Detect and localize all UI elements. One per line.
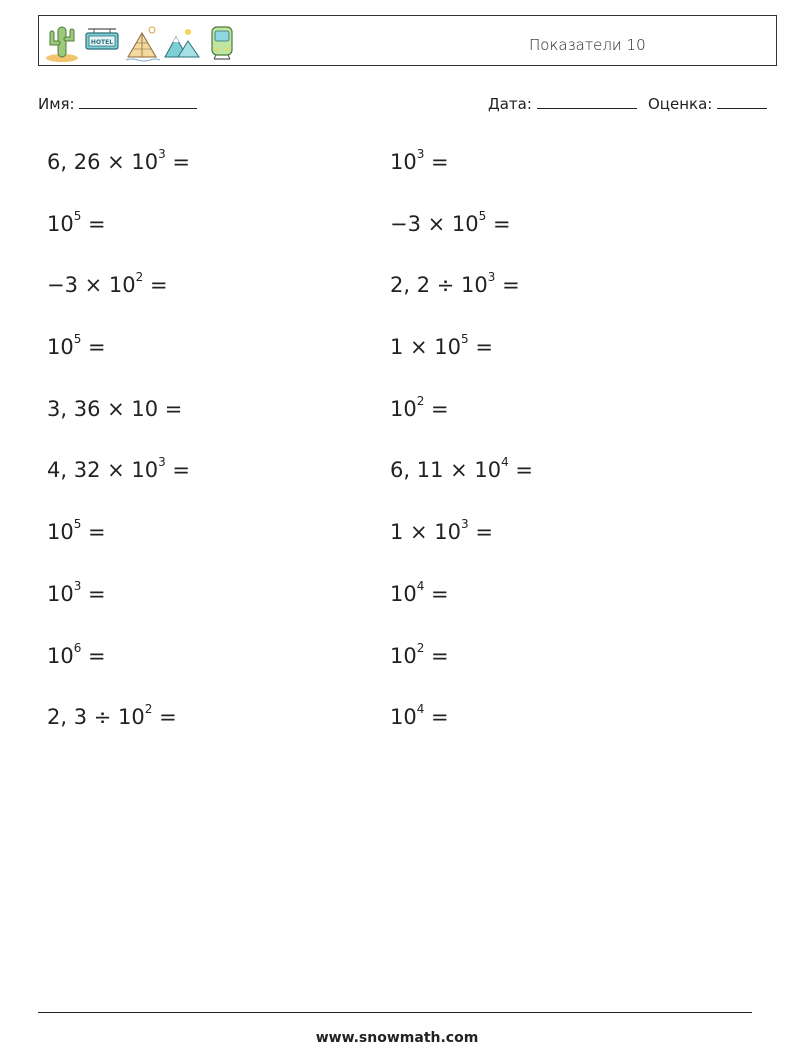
problem-2: $10^3$ = [390,147,449,174]
problem-5: $-3 \times 10^2$ = [47,270,168,297]
problem-13: $10^5$ = [47,517,106,544]
date-field[interactable] [488,94,637,113]
problem-8: $1 \times 10^5$ = [390,332,493,359]
problem-1: 6, $26 \times 10^3$ = [47,147,191,174]
header-icons [44,20,240,64]
mountains-icon [164,21,200,63]
cactus-icon [44,21,80,63]
problem-4: $-3 \times 10^5$ = [390,209,511,236]
problem-18: $10^2$ = [390,641,449,668]
worksheet-header [38,15,777,66]
problem-16: $10^4$ = [390,579,449,606]
name-label: Имя: [38,95,75,113]
problem-10: $10^2$ = [390,394,449,421]
footer-divider [38,1012,752,1013]
date-label: Дата: [488,95,532,113]
grade-blank[interactable] [717,94,767,109]
pyramid-icon [124,21,160,63]
date-blank[interactable] [537,94,637,109]
name-blank[interactable] [79,94,197,109]
problem-3: $10^5$ = [47,209,106,236]
problem-11: 4, $32 \times 10^3$ = [47,455,191,482]
problem-20: $10^4$ = [390,702,449,729]
problem-14: $1 \times 10^3$ = [390,517,493,544]
page-title: Показатели 10 [529,36,646,54]
name-field[interactable] [38,94,197,113]
hotel-sign-icon [84,21,120,63]
svg-text:HOTEL: HOTEL [90,39,114,46]
grade-label: Оценка: [648,95,713,113]
problem-17: $10^6$ = [47,641,106,668]
tram-icon [204,21,240,63]
problem-15: $10^3$ = [47,579,106,606]
problem-12: 6, $11 \times 10^4$ = [390,455,534,482]
problem-9: 3, 36 × 10 = [47,397,183,421]
problem-19: 2, $3 \div 10^2$ = [47,702,177,729]
footer-url[interactable]: www.snowmath.com [315,1030,479,1046]
problem-7: $10^5$ = [47,332,106,359]
problem-6: 2, $2 \div 10^3$ = [390,270,520,297]
grade-field[interactable] [648,94,767,113]
